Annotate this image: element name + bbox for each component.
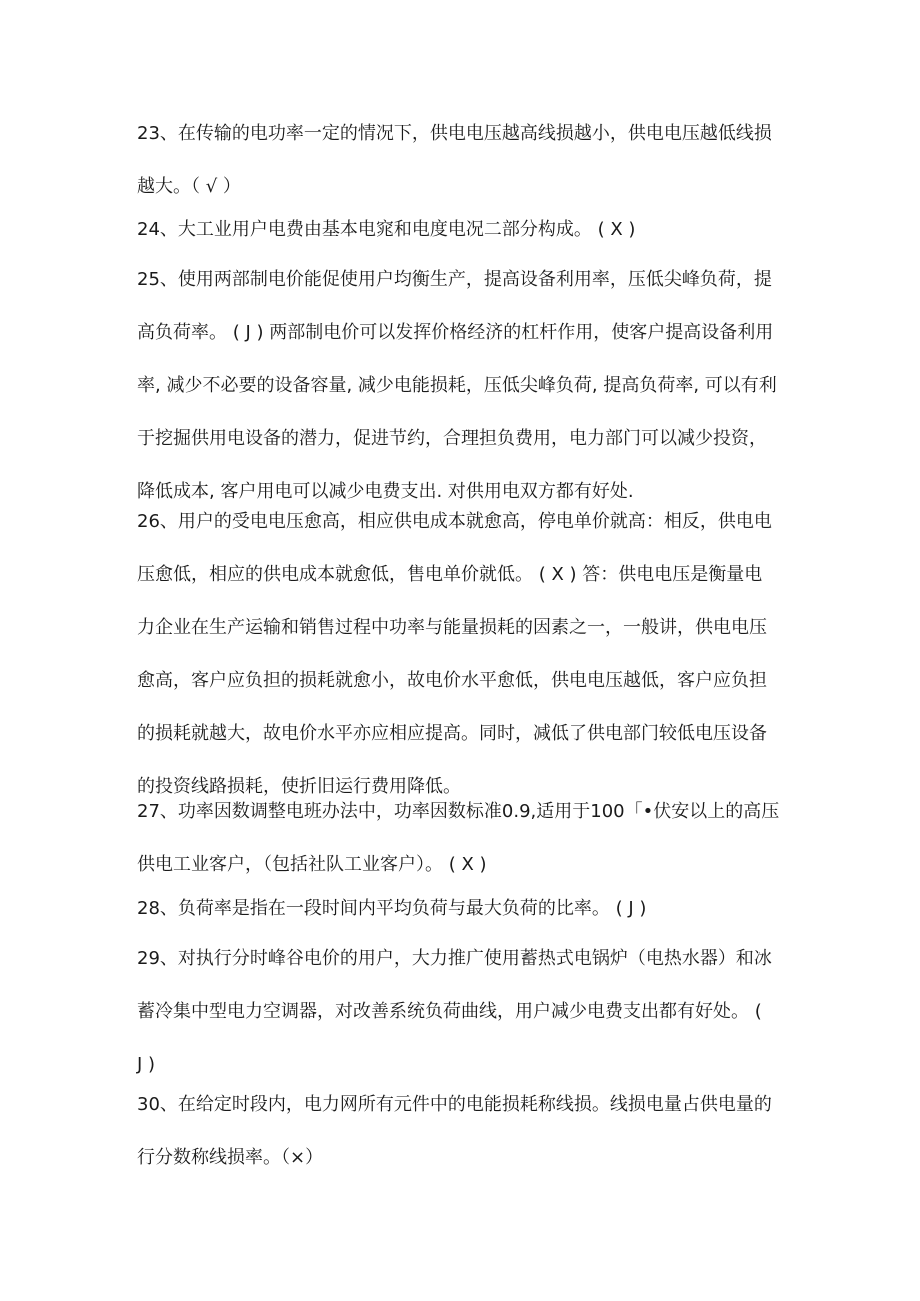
question-26 xyxy=(137,495,787,813)
question-line: 30、在给定时段内，电力网所有元件中的电能损耗称线损。线损电量占供电量的 xyxy=(137,1094,772,1115)
question-line: 愈高，客户应负担的损耗就愈小，故电价水平愈低，供电电压越低，客户应负担 xyxy=(137,670,767,691)
question-line: 28、负荷率是指在一段时间内平均负荷与最大负荷的比率。 ( J ) xyxy=(137,898,647,919)
question-line: 29、对执行分时峰谷电价的用户，大力推广使用蓄热式电锅炉（电热水器）和冰 xyxy=(137,948,772,969)
question-line: 26、用户的受电电压愈高，相应供电成本就愈高，停电单价就高：相反，供电电 xyxy=(137,511,772,532)
question-30 xyxy=(137,1078,787,1184)
question-line: J ) xyxy=(137,1054,156,1075)
question-23 xyxy=(137,107,787,213)
question-25 xyxy=(137,253,787,518)
question-line: 23、在传输的电功率一定的情况下，供电电压越高线损越小，供电电压越低线损 xyxy=(137,123,772,144)
question-line: 于挖掘供用电设备的潜力，促进节约，合理担负费用，电力部门可以减少投资， xyxy=(137,428,767,449)
question-line: 27、功率因数调整电班办法中，功率因数标准0.9,适用于100「•伏安以上的高压 xyxy=(137,801,780,822)
question-28 xyxy=(137,882,787,935)
question-line: 压愈低，相应的供电成本就愈低，售电单价就低。 ( X ) 答：供电电压是衡量电 xyxy=(137,564,763,585)
question-line: 的损耗就越大，故电价水平亦应相应提高。同时，减低了供电部门较低电压设备 xyxy=(137,723,767,744)
question-27 xyxy=(137,785,787,891)
question-29 xyxy=(137,932,787,1091)
question-line: 率, 减少不必要的设备容量, 减少电能损耗，压低尖峰负荷, 提高负荷率, 可以有利 xyxy=(137,375,777,396)
question-line: 24、大工业用户电费由基本电窕和电度电况二部分构成。 ( X ) xyxy=(137,219,636,240)
question-line: 力企业在生产运输和销售过程中功率与能量损耗的因素之一，一般讲，供电电压 xyxy=(137,617,767,638)
question-24 xyxy=(137,203,787,256)
question-line: 的投资线路损耗，使折旧运行费用降低。 xyxy=(137,776,461,797)
question-line: 25、使用两部制电价能促使用户均衡生产，提高设备利用率，压低尖峰负荷，提 xyxy=(137,269,772,290)
question-line: 降低成本, 客户用电可以减少电费支出. 对供用电双方都有好处. xyxy=(137,481,634,502)
question-line: 高负荷率。 ( J ) 两部制电价可以发挥价格经济的杠杆作用，使客户提高设备利用 xyxy=(137,322,774,343)
question-line: 越大。（ √ ） xyxy=(137,176,241,197)
question-line: 供电工业客户，（包括社队工业客户）。 ( X ) xyxy=(137,854,487,875)
question-line: 行分数称线损率。（×） xyxy=(137,1147,324,1168)
question-line: 蓄冷集中型电力空调器，对改善系统负荷曲线，用户减少电费支出都有好处。 ( xyxy=(137,1001,762,1022)
